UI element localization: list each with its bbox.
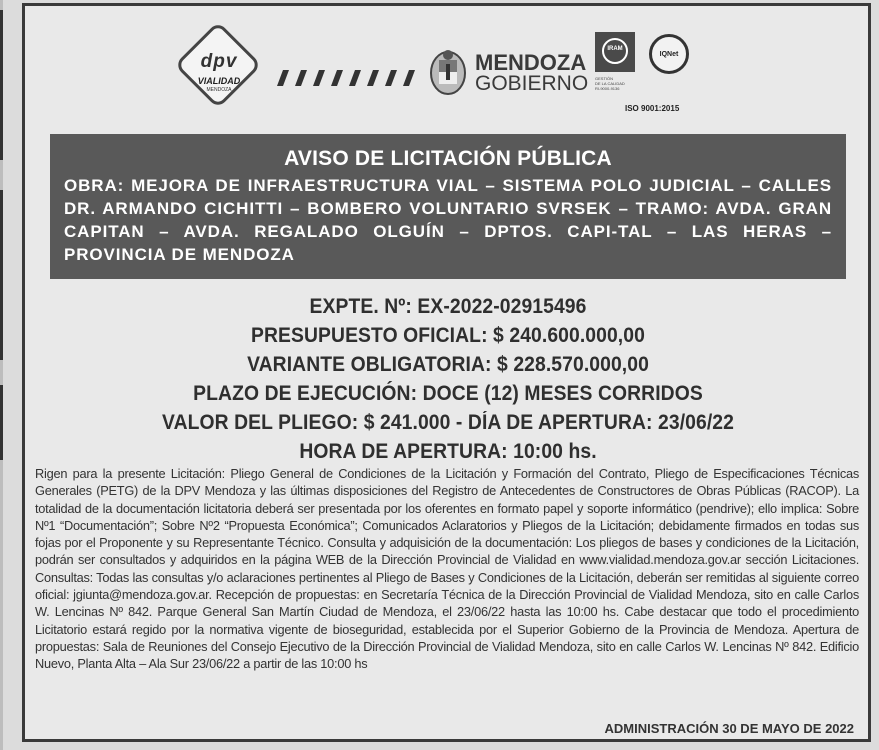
notice-header-band <box>50 134 846 279</box>
notice-footer-date: ADMINISTRACIÓN 30 DE MAYO DE 2022 <box>604 721 854 736</box>
notice-body-text: Rigen para la presente Licitación: Pliego General de Condiciones de la Licitación y Formación del Contrato, Pliego de Especificaciones Técnicas Generales (PETG) de la DPV Mendoza y las últimas disposiciones del Registro de Antecedentes de Constructores de Obras Públicas (RACOP). La totalidad de la documentación licitatoria deberá ser presentada por los oferentes en formato papel y soporte informático (pendrive); ello implica: Sobre Nº1 “Documentación”; Sobre Nº2 “Propuesta Económica”; Comunicados Aclaratorios y Pliegos de la Licitación; debidamente firmados en todas sus fojas por el Proponente y su Representante Técnico. Consulta y adquisición de la documentación: Los pliegos de bases y condiciones de la Licitación, podrán ser consultados y adquiridos en la página WEB de la Dirección Provincial de Vialidad en www.vialidad.mendoza.gov.ar sección Licitaciones. Consultas: Todas las consultas y/o aclaraciones pertinentes al Pliego de Bases y Condiciones de la Licitación, deberán ser remitidas al siguiente correo oficial: jgiunta@mendoza.gov.ar. Recepción de propuestas: en Secretaría Técnica de la Dirección Provincial de Vialidad Mendoza, sito en calle Carlos W. Lencinas Nº 842. Parque General San Martín Ciudad de Mendoza, el 23/06/22 hasta las 10:00 hs. Cabe destacar que todo el procedimiento Licitatorio estará regido por la normativa vigente de bioseguridad, establecida por el Superior Gobierno de la Provincia de Mendoza. Apertura de propuestas: Sala de Reuniones del Consejo Ejecutivo de la Dirección Provincial de Vialidad Mendoza, sito en calle Carlos W. Lencinas Nº 842. Edificio Nuevo, Planta Alta – Ala Sur 23/06/22 a partir de las 10:00 hs <box>35 466 859 672</box>
fact-plazo: PLAZO DE EJECUCIÓN: DOCE (12) MESES CORRIDOS <box>193 382 703 405</box>
fact-presupuesto: PRESUPUESTO OFICIAL: $ 240.600.000,00 <box>251 324 645 347</box>
iqnet-label: IQNet <box>659 51 679 58</box>
notice-obra: OBRA: MEJORA DE INFRAESTRUCTURA VIAL – SISTEMA POLO JUDICIAL – CALLES DR. ARMANDO CICHITTI – BOMBERO VOLUNTARIO SVRSEK – TRAMO: AVDA. GRAN CAPITAN – AVDA. REGALADO OLGUÍN – DPTOS. CAPI-TAL – LAS HERAS – PROVINCIA DE MENDOZA <box>64 176 832 264</box>
notice-frame <box>22 3 871 742</box>
road-stripes-icon <box>273 70 423 86</box>
gov-name: MENDOZA <box>475 50 587 75</box>
mendoza-shield-icon <box>429 46 467 96</box>
fact-expte: EXPTE. Nº: EX-2022-02915496 <box>309 295 587 318</box>
dpv-sub: MENDOZA <box>206 87 232 93</box>
fact-hora-apertura: HORA DE APERTURA: 10:00 hs. <box>299 440 597 463</box>
key-facts <box>50 292 846 466</box>
iram-logo <box>595 32 635 72</box>
iqnet-logo <box>649 34 689 74</box>
fact-valor-apertura: VALOR DEL PLIEGO: $ 241.000 - DÍA DE APERTURA: 23/06/22 <box>162 411 734 434</box>
dpv-name: VIALIDAD <box>197 76 241 86</box>
cert-small-line: RI-9000-9136 <box>595 86 620 91</box>
dpv-vialidad-logo <box>177 38 257 100</box>
notice-title: AVISO DE LICITACIÓN PÚBLICA <box>284 147 612 170</box>
edge-mark <box>0 385 3 460</box>
cert-small-line: DE LA CALIDAD <box>595 81 625 86</box>
edge-mark <box>0 190 3 360</box>
cert-small-line: GESTIÓN <box>595 76 614 81</box>
gov-sub: GOBIERNO <box>475 72 589 95</box>
iram-label: IRAM <box>607 46 623 52</box>
certification-logos <box>593 28 711 120</box>
cert-small-text <box>595 76 625 91</box>
logo-row <box>173 20 713 120</box>
edge-mark <box>0 10 3 160</box>
iso-label: ISO 9001:2015 <box>625 104 680 113</box>
dpv-mark: dpv <box>200 51 238 72</box>
fact-variante: VARIANTE OBLIGATORIA: $ 228.570.000,00 <box>247 353 649 376</box>
